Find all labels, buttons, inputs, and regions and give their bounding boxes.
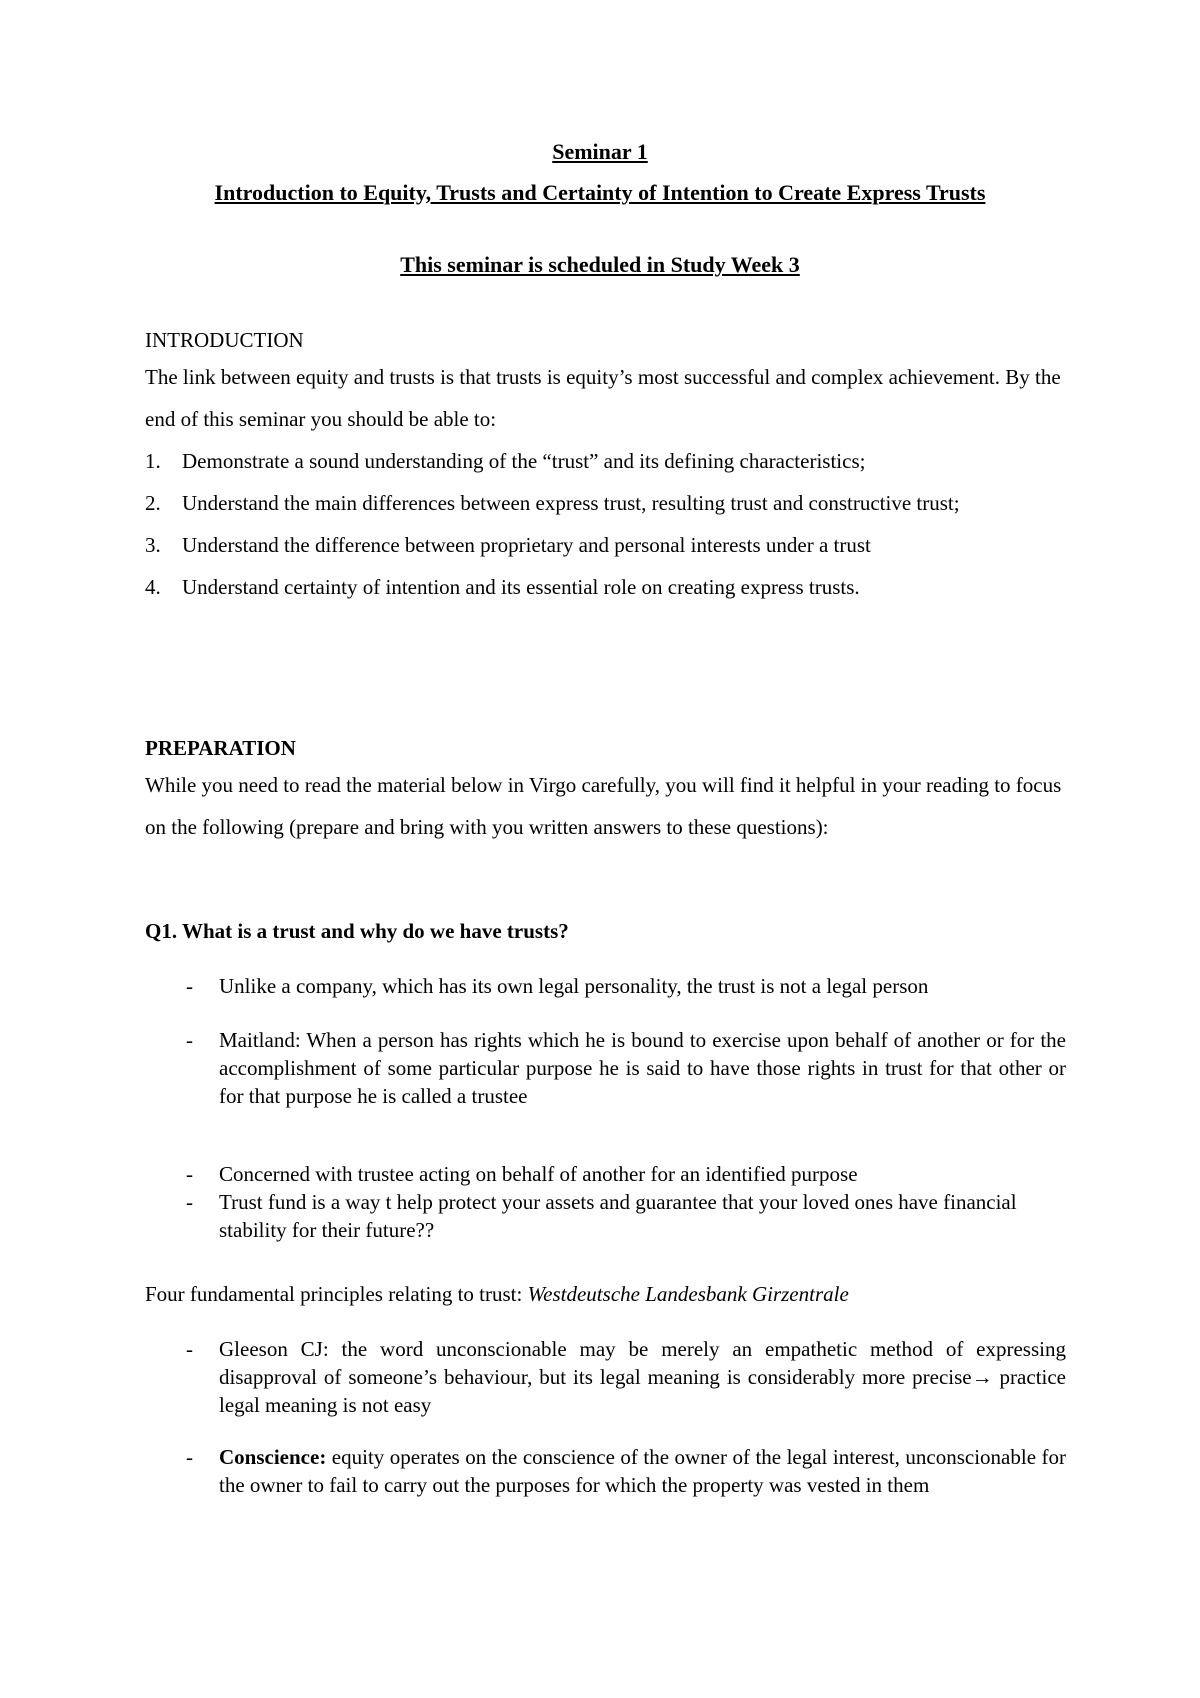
preparation-heading: PREPARATION bbox=[145, 736, 296, 760]
bullet-item bbox=[186, 1188, 1066, 1244]
dash-marker: - bbox=[186, 1190, 193, 1214]
list-item bbox=[145, 440, 1065, 482]
list-number: 4. bbox=[145, 575, 161, 599]
bullet-item bbox=[186, 1335, 1066, 1419]
list-number: 3. bbox=[145, 533, 161, 557]
seminar-schedule: This seminar is scheduled in Study Week 3 bbox=[400, 252, 800, 277]
list-text: Understand the main differences between express trust, resulting trust and constructive trust; bbox=[182, 491, 960, 515]
bullet-text: Maitland: When a person has rights which he is bound to exercise upon behalf of another or for the accomplishment of some particular purpose he is said to have those rights in trust for that other or for that purpose he is called a trustee bbox=[219, 1028, 1066, 1108]
gleeson-tail: practice legal meaning is not easy bbox=[219, 1365, 1066, 1417]
list-text: Understand the difference between proprietary and personal interests under a trust bbox=[182, 533, 871, 557]
list-text: Understand certainty of intention and its essential role on creating express trusts. bbox=[182, 575, 860, 599]
seminar-title: Seminar 1 bbox=[552, 139, 648, 164]
list-number: 1. bbox=[145, 449, 161, 473]
introduction-heading: INTRODUCTION bbox=[145, 328, 304, 352]
bullet-item bbox=[186, 1443, 1066, 1499]
bullet-item bbox=[186, 1026, 1066, 1110]
bullet-text: Unlike a company, which has its own legal personality, the trust is not a legal person bbox=[219, 974, 929, 998]
dash-marker: - bbox=[186, 1337, 193, 1361]
gleeson-text: Gleeson CJ: the word unconscionable may be merely an empathetic method of expressing disapproval of someone’s behaviour, but its legal meaning is considerably more precise bbox=[219, 1337, 1066, 1389]
dash-marker: - bbox=[186, 1028, 193, 1052]
list-item bbox=[145, 566, 1065, 608]
objectives-list bbox=[145, 440, 1065, 608]
bullet-item bbox=[186, 1160, 1066, 1188]
list-item bbox=[145, 482, 1065, 524]
list-text: Demonstrate a sound understanding of the “trust” and its defining characteristics; bbox=[182, 449, 866, 473]
principles-line bbox=[145, 1280, 1065, 1308]
q1-heading: Q1. What is a trust and why do we have trusts? bbox=[145, 919, 569, 943]
dash-marker: - bbox=[186, 1445, 193, 1469]
seminar-subtitle: Introduction to Equity, Trusts and Certainty of Intention to Create Express Trusts bbox=[214, 180, 986, 205]
preparation-paragraph: While you need to read the material below in Virgo carefully, you will find it helpful in your reading to focus on the following (prepare and bring with you written answers to these questions): bbox=[145, 773, 1062, 839]
arrow-icon: → bbox=[971, 1365, 993, 1389]
conscience-text: equity operates on the conscience of the owner of the legal interest, unconscionable for the owner to fail to carry out the purposes for which the property was vested in them bbox=[219, 1445, 1066, 1497]
dash-marker: - bbox=[186, 1162, 193, 1186]
list-item bbox=[145, 524, 1065, 566]
bullet-item bbox=[186, 972, 1066, 1000]
bullet-text: Trust fund is a way t help protect your assets and guarantee that your loved ones have financial stability for their future?? bbox=[219, 1190, 1017, 1242]
case-name: Westdeutsche Landesbank Girzentrale bbox=[527, 1282, 849, 1306]
conscience-label: Conscience: bbox=[219, 1445, 327, 1469]
introduction-paragraph: The link between equity and trusts is that trusts is equity’s most successful and complex achievement. By the end of this seminar you should be able to: bbox=[145, 365, 1061, 431]
bullet-text: Concerned with trustee acting on behalf of another for an identified purpose bbox=[219, 1162, 858, 1186]
dash-marker: - bbox=[186, 974, 193, 998]
principles-intro: Four fundamental principles relating to trust: bbox=[145, 1282, 528, 1306]
list-number: 2. bbox=[145, 491, 161, 515]
